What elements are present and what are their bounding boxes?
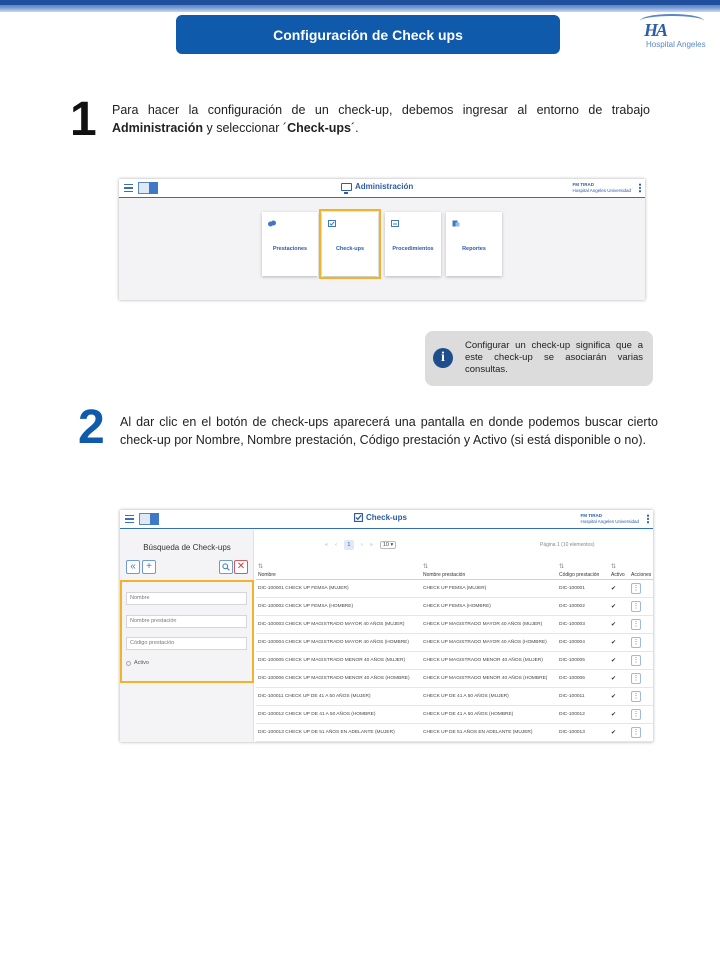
cell-codigo: DIC-100003 (557, 615, 609, 633)
cell-nombre-prestacion: CHECK UP FEMSA (HOMBRE) (421, 597, 557, 615)
user-name: FM TIRAD (572, 182, 594, 187)
page-size-value: 10 (382, 542, 389, 548)
next-page-icon[interactable]: › (360, 542, 363, 548)
table-row[interactable] (256, 633, 653, 651)
prev-page-icon[interactable]: ‹ (335, 542, 337, 548)
cell-acciones[interactable] (629, 669, 653, 687)
screenshot-administracion (119, 179, 645, 300)
pagination (325, 540, 396, 550)
cell-acciones[interactable] (629, 615, 653, 633)
cell-acciones[interactable] (629, 723, 653, 741)
more-options-icon[interactable] (647, 514, 649, 524)
activo-label: Activo (134, 660, 149, 666)
row-actions-button[interactable]: ⋮ (632, 692, 640, 700)
cell-acciones[interactable] (629, 633, 653, 651)
more-options-icon[interactable] (639, 183, 641, 193)
page-title: Configuración de Check ups (176, 15, 560, 54)
step-1-text-a: Para hacer la configuración de un check-up, debemos ingresar al entorno de trabajo (112, 103, 650, 117)
cell-nombre-prestacion: CHECK UP MAGISTRADO MENOR 40 AÑOS (MUJER) (421, 651, 557, 669)
tile-label: Check-ups (335, 246, 365, 252)
app-title (341, 182, 413, 191)
table-row[interactable] (256, 705, 653, 723)
row-actions-button[interactable]: ⋮ (632, 674, 640, 682)
step-1-text-b: y seleccionar ´ (203, 121, 288, 135)
cell-nombre-prestacion: CHECK UP MAGISTRADO MAYOR 40 AÑOS (MUJER) (421, 615, 557, 633)
cell-nombre: DIC-100002 CHECK UP FEMSA (HOMBRE) (256, 597, 421, 615)
cell-nombre-prestacion: CHECK UP MAGISTRADO MAYOR 40 AÑOS (HOMBRE) (421, 633, 557, 651)
row-actions-button[interactable]: ⋮ (632, 620, 640, 628)
table-row[interactable] (256, 615, 653, 633)
step-1-bold-admin: Administración (112, 121, 203, 135)
tile-label: Prestaciones (272, 246, 308, 252)
cell-activo: ✔ (609, 705, 629, 723)
logo-mark: HA (644, 20, 667, 40)
cell-codigo: DIC-100001 (557, 579, 609, 597)
hospital-logo (636, 14, 708, 50)
app-title (354, 513, 407, 522)
sort-icon: ⇅ (611, 563, 617, 570)
tile-label: Reportes (462, 246, 486, 252)
user-info (580, 513, 639, 525)
user-name: FM TIRAD (580, 513, 602, 518)
info-note (425, 331, 653, 386)
info-icon: i (433, 348, 453, 368)
cell-acciones[interactable] (629, 651, 653, 669)
cell-nombre: DIC-100005 CHECK UP MAGISTRADO MENOR 40 AÑOS (MUJER) (256, 651, 421, 669)
cell-nombre: DIC-100011 CHECK UP DE 41 A 50 AÑOS (MUJER) (256, 687, 421, 705)
sort-icon: ⇅ (559, 563, 565, 570)
row-actions-button[interactable]: ⋮ (632, 602, 640, 610)
cell-activo: ✔ (609, 723, 629, 741)
tile-reportes[interactable] (446, 212, 502, 276)
cell-nombre: DIC-100012 CHECK UP DE 41 A 50 AÑOS (HOMBRE) (256, 705, 421, 723)
cell-codigo: DIC-100011 (557, 687, 609, 705)
col-nombre[interactable]: ⇅ Nombre (256, 557, 421, 579)
monitor-icon (341, 183, 352, 191)
col-codigo-prestacion[interactable]: ⇅ Código prestación (557, 557, 609, 579)
app-header (119, 179, 645, 198)
check-ups-icon (328, 220, 336, 227)
table-row[interactable] (256, 687, 653, 705)
cell-codigo: DIC-100005 (557, 651, 609, 669)
row-actions-button[interactable]: ⋮ (632, 710, 640, 718)
row-actions-button[interactable]: ⋮ (632, 584, 640, 592)
nombre-field[interactable]: Nombre (126, 592, 247, 605)
cell-activo: ✔ (609, 669, 629, 687)
app-header (120, 510, 653, 529)
highlight-box (120, 580, 254, 683)
cell-nombre-prestacion: CHECK UP DE 41 A 50 AÑOS (HOMBRE) (421, 705, 557, 723)
cell-nombre-prestacion: CHECK UP DE 41 A 50 AÑOS (MUJER) (421, 687, 557, 705)
cell-nombre: DIC-100003 CHECK UP MAGISTRADO MAYOR 40 AÑOS (MUJER) (256, 615, 421, 633)
cell-activo: ✔ (609, 687, 629, 705)
cell-activo: ✔ (609, 633, 629, 651)
cell-codigo: DIC-100006 (557, 669, 609, 687)
logo-text: Hospital Angeles (646, 40, 706, 49)
row-actions-button[interactable]: ⋮ (632, 638, 640, 646)
step-1-number: 1 (70, 93, 97, 146)
app-logo-badge (149, 182, 158, 194)
step-1-text-c: ´. (350, 121, 359, 135)
check-ups-table (256, 557, 653, 742)
search-icon (222, 563, 230, 571)
prestaciones-icon (268, 220, 276, 227)
table-row[interactable] (256, 669, 653, 687)
table-header-row (256, 557, 653, 579)
step-1-bold-checkups: Check-ups (287, 121, 351, 135)
user-hospital: Hospital Angeles Universidad (572, 188, 631, 193)
first-page-icon[interactable]: « (325, 542, 329, 548)
cell-activo: ✔ (609, 579, 629, 597)
current-page[interactable]: 1 (344, 540, 354, 550)
procedimientos-icon (391, 220, 399, 227)
cell-acciones[interactable] (629, 597, 653, 615)
col-acciones: Acciones (629, 557, 653, 579)
cell-nombre-prestacion: CHECK UP MAGISTRADO MENOR 40 AÑOS (HOMBRE) (421, 669, 557, 687)
user-info (572, 182, 631, 194)
app-title-text: Check-ups (366, 513, 407, 522)
row-actions-button[interactable]: ⋮ (632, 656, 640, 664)
info-note-text: Configurar un check-up significa que a este check-up se asociarán varias consultas. (465, 340, 643, 375)
app-logo-badge (150, 513, 159, 525)
cell-nombre: DIC-100001 CHECK UP FEMSA (MUJER) (256, 579, 421, 597)
step-1-text (112, 101, 650, 137)
app-title-text: Administración (355, 182, 414, 191)
nombre-prestacion-field[interactable]: Nombre prestación (126, 615, 247, 628)
step-2-number: 2 (78, 401, 105, 454)
cell-codigo: DIC-100004 (557, 633, 609, 651)
cell-nombre-prestacion: CHECK UP FEMSA (MUJER) (421, 579, 557, 597)
codigo-prestacion-field[interactable]: Código prestación (126, 637, 247, 650)
cell-acciones[interactable] (629, 705, 653, 723)
cell-nombre-prestacion: CHECK UP DE 51 AÑOS EN ADELANTE (MUJER) (421, 723, 557, 741)
reportes-icon (452, 220, 460, 227)
search-panel (120, 530, 254, 742)
sort-icon: ⇅ (258, 563, 264, 570)
table-row[interactable] (256, 579, 653, 597)
search-button[interactable] (219, 560, 233, 574)
cell-nombre: DIC-100006 CHECK UP MAGISTRADO MENOR 40 AÑOS (HOMBRE) (256, 669, 421, 687)
table-row[interactable] (256, 597, 653, 615)
cell-acciones[interactable] (629, 687, 653, 705)
cell-activo: ✔ (609, 597, 629, 615)
table-row[interactable] (256, 651, 653, 669)
step-2-text: Al dar clic en el botón de check-ups aparecerá una pantalla en donde podemos buscar cierto check-up por Nombre, Nombre prestación, Código prestación y Activo (si está disponible o no). (120, 415, 658, 447)
collapse-button[interactable]: « (126, 560, 140, 574)
search-title: Búsqueda de Check-ups (143, 543, 231, 552)
last-page-icon[interactable]: » (369, 542, 373, 548)
cell-nombre: DIC-100013 CHECK UP DE 51 AÑOS EN ADELANTE (MUJER) (256, 723, 421, 741)
sort-icon: ⇅ (423, 563, 429, 570)
cell-nombre: DIC-100004 CHECK UP MAGISTRADO MAYOR 40 AÑOS (HOMBRE) (256, 633, 421, 651)
tile-check-ups[interactable] (322, 212, 378, 276)
check-ups-icon (354, 513, 363, 522)
add-button[interactable]: + (142, 560, 156, 574)
user-hospital: Hospital Angeles Universidad (580, 519, 639, 524)
screenshot-check-ups (120, 510, 653, 742)
table-row[interactable] (256, 723, 653, 741)
cell-acciones[interactable] (629, 579, 653, 597)
cell-codigo: DIC-100012 (557, 705, 609, 723)
cell-codigo: DIC-100002 (557, 597, 609, 615)
top-band-accent (0, 0, 720, 5)
clear-button[interactable]: ✕ (234, 560, 248, 574)
tile-prestaciones[interactable] (262, 212, 318, 276)
cell-activo: ✔ (609, 651, 629, 669)
cell-codigo: DIC-100013 (557, 723, 609, 741)
page-size-select[interactable]: 10 ▾ (380, 541, 396, 549)
menu-icon[interactable] (124, 184, 133, 192)
row-actions-button[interactable]: ⋮ (632, 728, 640, 736)
menu-icon[interactable] (125, 515, 134, 523)
tile-procedimientos[interactable] (385, 212, 441, 276)
cell-activo: ✔ (609, 615, 629, 633)
tile-label: Procedimientos (392, 246, 434, 252)
page-info: Página 1 (10 elementos) (540, 542, 595, 548)
col-activo[interactable]: ⇅ Activo (609, 557, 629, 579)
col-nombre-prestacion[interactable]: ⇅ Nombre prestación (421, 557, 557, 579)
